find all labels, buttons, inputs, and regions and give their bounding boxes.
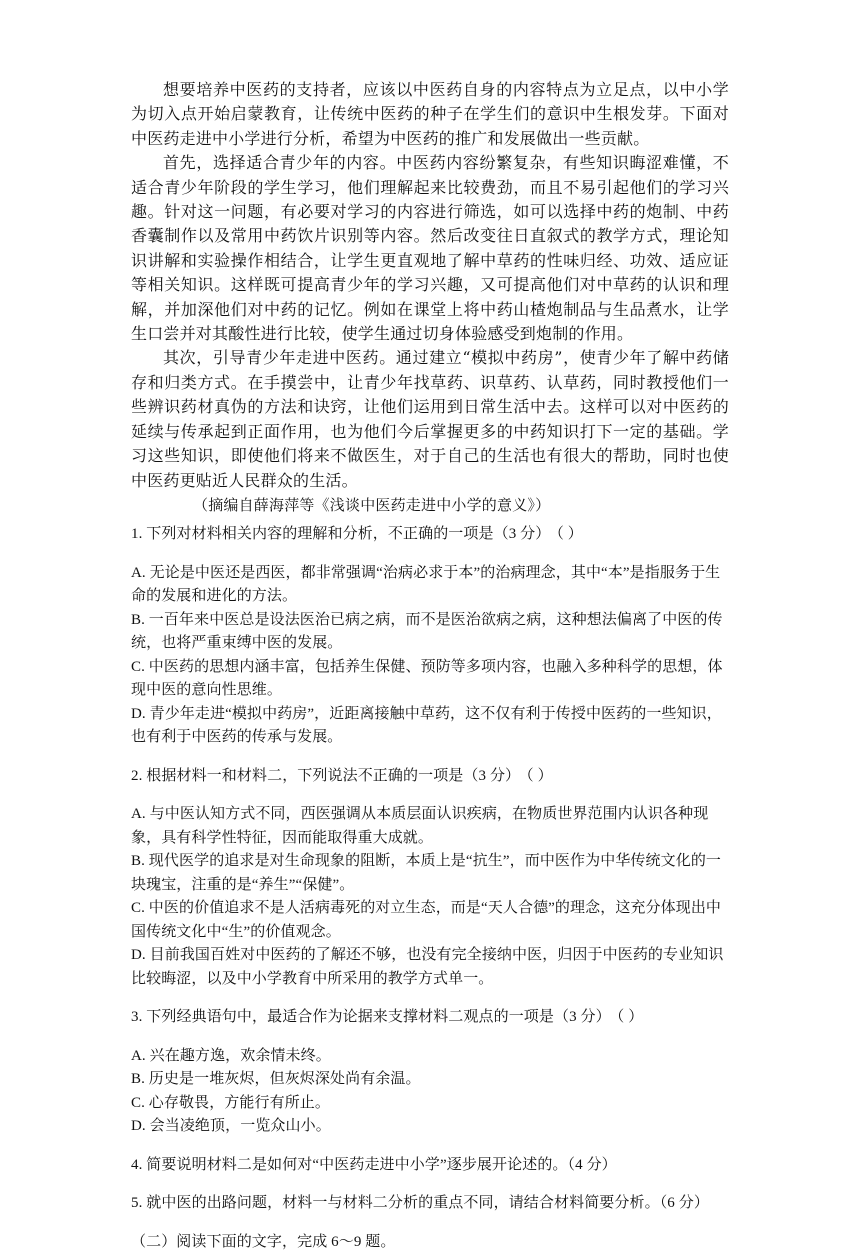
question-1 (131, 523, 729, 750)
option-d: D. 会当凌绝顶，一览众山小。 (131, 1115, 729, 1139)
passage-paragraph: 首先，选择适合青少年的内容。中医药内容纷繁复杂，有些知识晦涩难懂，不适合青少年阶段的学生学习，他们理解起来比较费劲，而且不易引起他们的学习兴趣。针对这一问题，有必要对学习的内容进行筛选，如可以选择中药的炮制、中药香囊制作以及常用中药饮片识别等内容。然后改变往日直叙式的教学方式，理论知识讲解和实验操作相结合，让学生更直观地了解中草药的性味归经、功效、适应证等相关知识。这样既可提高青少年的学习兴趣，又可提高他们对中草药的认识和理解，并加深他们对中药的记忆。例如在课堂上将中药山楂炮制品与生品煮水，让学生口尝并对其酸性进行比较，使学生通过切身体验感受到炮制的作用。 (131, 151, 729, 346)
option-d: D. 青少年走进“模拟中药房”，近距离接触中草药，这不仅有利于传授中医药的一些知识，也有利于中医药的传承与发展。 (131, 703, 729, 750)
question-3 (131, 1006, 729, 1139)
option-c: C. 中医药的思想内涵丰富，包括养生保健、预防等多项内容，也融入多种科学的思想，体现中医的意向性思维。 (131, 656, 729, 703)
option-a: A. 无论是中医还是西医，都非常强调“治病必求于本”的治病理念，其中“本”是指服务于生命的发展和进化的方法。 (131, 562, 729, 609)
option-c: C. 中医的价值追求不是人活病毒死的对立生态，而是“天人合德”的理念，这充分体现出中国传统文化中“生”的价值观念。 (131, 897, 729, 944)
option-b: B. 历史是一堆灰烬，但灰烬深处尚有余温。 (131, 1068, 729, 1092)
reading-passage (131, 78, 729, 517)
option-c: C. 心存敬畏，方能行有所止。 (131, 1092, 729, 1116)
option-d: D. 目前我国百姓对中医药的了解还不够，也没有完全接纳中医，归因于中医药的专业知识比较晦涩，以及中小学教育中所采用的教学方式单一。 (131, 944, 729, 991)
option-a: A. 与中医认知方式不同，西医强调从本质层面认识疾病，在物质世界范围内认识各种现象，具有科学性特征，因而能取得重大成就。 (131, 803, 729, 850)
question-stem: 2. 根据材料一和材料二，下列说法不正确的一项是（3 分） （ ） (131, 765, 729, 789)
question-list (131, 508, 729, 1254)
question-stem: 5. 就中医的出路问题，材料一与材料二分析的重点不同，请结合材料简要分析。（6 分） (131, 1192, 729, 1216)
question-2 (131, 765, 729, 992)
question-stem: 1. 下列对材料相关内容的理解和分析，不正确的一项是（3 分） （ ） (131, 523, 729, 547)
passage-source: （摘编自薛海萍等《浅谈中医药走进中小学的意义》） (131, 493, 729, 517)
option-b: B. 现代医学的追求是对生命现象的阻断，本质上是“抗生”，而中医作为中华传统文化的一块瑰宝，注重的是“养生”“保健”。 (131, 850, 729, 897)
question-4 (131, 1154, 729, 1178)
passage-paragraph: 其次，引导青少年走进中医药。通过建立“模拟中药房”，使青少年了解中药储存和归类方式。在手摸尝中，让青少年找草药、识草药、认草药，同时教授他们一些辨识药材真伪的方法和诀窍，让他们运用到日常生活中去。这样可以对中医药的延续与传承起到正面作用，也为他们今后掌握更多的中药知识打下一定的基础。学习这些知识，即使他们将来不做医生，对于自己的生活也有很大的帮助，同时也使中医药更贴近人民群众的生活。 (131, 346, 729, 492)
option-a: A. 兴在趣方逸，欢余情未终。 (131, 1045, 729, 1069)
passage-paragraph: 想要培养中医药的支持者，应该以中医药自身的内容特点为立足点，以中小学为切入点开始启蒙教育，让传统中医药的种子在学生们的意识中生根发芽。下面对中医药走进中小学进行分析，希望为中医药的推广和发展做出一些贡献。 (131, 78, 729, 151)
option-b: B. 一百年来中医总是设法医治已病之病，而不是医治欲病之病，这种想法偏离了中医的传统，也将严重束缚中医的发展。 (131, 609, 729, 656)
question-stem: 4. 简要说明材料二是如何对“中医药走进中小学”逐步展开论述的。（4 分） (131, 1154, 729, 1178)
question-5 (131, 1192, 729, 1216)
answer-blank: （ ） (556, 526, 583, 542)
answer-blank: （ ） (617, 1009, 644, 1025)
answer-blank: （ ） (526, 768, 553, 784)
section-heading: （二）阅读下面的文字，完成 6～9 题。 (131, 1231, 729, 1254)
question-stem: 3. 下列经典语句中，最适合作为论据来支撑材料二观点的一项是（3 分） （ ） (131, 1006, 729, 1030)
